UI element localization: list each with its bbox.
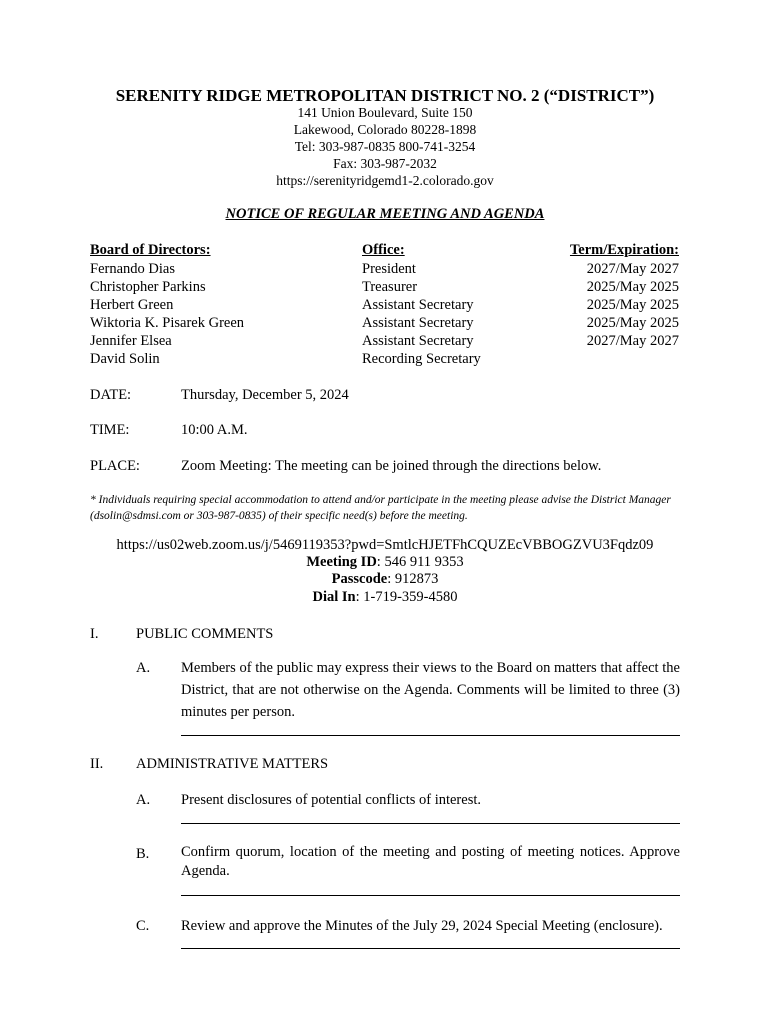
item-letter: A. [136, 792, 151, 808]
director-office: Recording Secretary [362, 351, 481, 367]
place-label: PLACE: [90, 458, 140, 474]
offices-column [362, 260, 481, 368]
director-office: Assistant Secretary [362, 315, 474, 331]
director-name: Christopher Parkins [90, 279, 206, 295]
section-title: ADMINISTRATIVE MATTERS [136, 756, 329, 772]
terms-column [587, 260, 679, 350]
item-divider [181, 735, 680, 736]
passcode [0, 571, 770, 589]
office-header: Office: [362, 242, 405, 258]
dial-in-value: : 1-719-359-4580 [355, 589, 458, 605]
time-value: 10:00 A.M. [181, 422, 248, 438]
passcode-label: Passcode [331, 571, 388, 587]
date-value: Thursday, December 5, 2024 [181, 387, 349, 403]
director-term: 2025/May 2025 [586, 315, 679, 331]
accommodation-note: * Individuals requiring special accommodation to attend and/or participate in the meeting please advise the District Manager (dsolin@sdmsi.com or 303-987-0835) of their specific need(s) before the meeting. [90, 494, 671, 522]
term-expiration-header: Term/Expiration: [569, 242, 679, 258]
time-label: TIME: [90, 422, 130, 438]
director-term: 2025/May 2025 [586, 279, 679, 295]
notice-title: NOTICE OF REGULAR MEETING AND AGENDA [225, 206, 545, 222]
zoom-meeting-link[interactable]: https://us02web.zoom.us/j/5469119353?pwd=SmtlcHJETFhCQUZEcVBBOGZVU3Fqdz09 [116, 537, 654, 553]
address-line-1: 141 Union Boulevard, Suite 150 [297, 105, 473, 120]
item-divider [181, 948, 680, 949]
passcode-value: : 912873 [387, 571, 439, 587]
district-title: SERENITY RIDGE METROPOLITAN DISTRICT NO. 2 (“DISTRICT”) [115, 86, 655, 105]
director-name: Jennifer Elsea [90, 333, 172, 349]
fax-line: Fax: 303-987-2032 [333, 156, 437, 171]
director-name: Wiktoria K. Pisarek Green [90, 315, 245, 331]
section-title: PUBLIC COMMENTS [136, 626, 274, 642]
section-numeral: II. [90, 756, 104, 772]
director-name: Fernando Dias [90, 261, 175, 277]
director-office: Assistant Secretary [362, 297, 474, 313]
item-text: Members of the public may express their views to the Board on matters that affect the District, that are not otherwise on the Agenda. Comments will be limited to three (3) minutes per person. [181, 660, 680, 720]
board-directors-header: Board of Directors: [90, 242, 211, 258]
director-office: President [362, 261, 416, 277]
item-letter: C. [136, 918, 150, 934]
meeting-id [0, 554, 770, 572]
address-line-2: Lakewood, Colorado 80228-1898 [293, 122, 477, 137]
meeting-id-value: : 546 911 9353 [376, 554, 464, 570]
item-divider [181, 823, 680, 824]
meeting-id-label: Meeting ID [306, 554, 377, 570]
director-term: 2025/May 2025 [586, 297, 679, 313]
item-text: Review and approve the Minutes of the July 29, 2024 Special Meeting (enclosure). [181, 918, 663, 934]
item-text: Present disclosures of potential conflicts of interest. [181, 792, 481, 808]
date-label: DATE: [90, 387, 132, 403]
dial-in-label: Dial In [312, 589, 356, 605]
item-divider [181, 895, 680, 896]
item-letter: A. [136, 660, 151, 676]
director-office: Assistant Secretary [362, 333, 474, 349]
director-name: David Solin [90, 351, 160, 367]
director-term: 2027/May 2027 [586, 261, 679, 277]
place-value: Zoom Meeting: The meeting can be joined through the directions below. [181, 458, 602, 474]
director-term: 2027/May 2027 [586, 333, 679, 349]
item-text: Confirm quorum, location of the meeting and posting of meeting notices. Approve Agenda. [181, 844, 680, 879]
section-numeral: I. [90, 626, 99, 642]
item-letter: B. [136, 846, 150, 862]
telephone-line: Tel: 303-987-0835 800-741-3254 [294, 139, 476, 154]
dial-in [0, 589, 770, 607]
director-office: Treasurer [362, 279, 418, 295]
website-line: https://serenityridgemd1-2.colorado.gov [276, 173, 494, 188]
director-names-column [90, 260, 244, 368]
director-name: Herbert Green [90, 297, 174, 313]
